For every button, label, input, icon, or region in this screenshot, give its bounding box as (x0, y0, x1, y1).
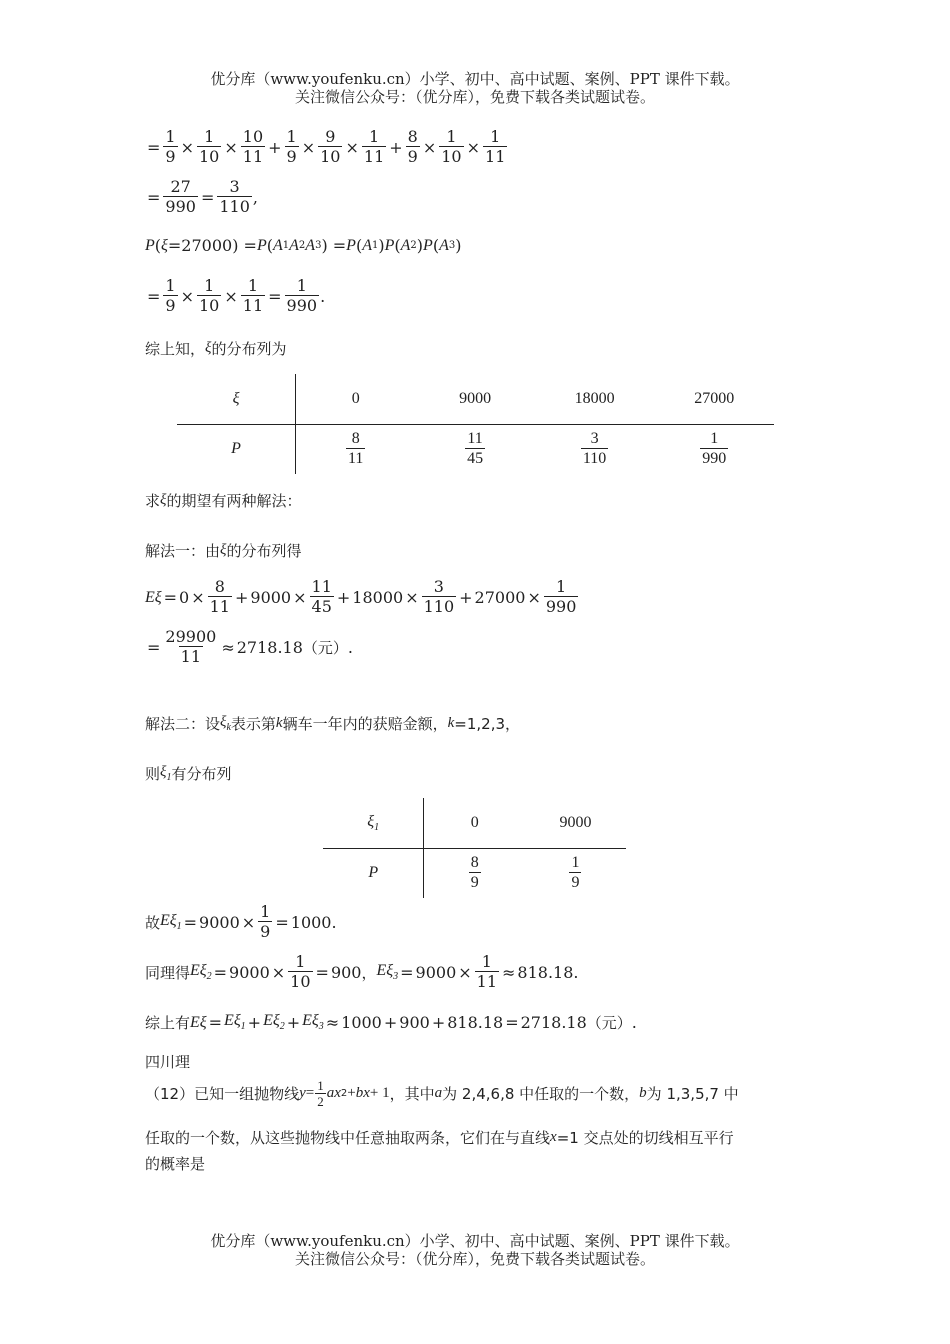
equation-line-1: = $\frac{1}{9}$ × $\frac{1}{10}$ × $\frac{10}{11}$ + $\frac{1}{9}$ × $\frac{9}{10}$ × $\frac{1}{11}$ + $\frac{8}{9}$ × $\frac{1}{10}$ × $\frac{1}{11}$ (147, 127, 506, 166)
table2-xi-header: $\xi_1$ (323, 798, 424, 848)
header-line-1: 优分库（www.youfenku.cn）小学、初中、高中试题、案例、PPT 课件下载。 (210, 70, 740, 88)
table1-p-header: P (177, 424, 296, 474)
table1-value: 18000 (574, 389, 615, 407)
distribution-table-1 (177, 374, 774, 474)
sichuan-label: 四川理 (145, 1053, 191, 1071)
method-one-equation-1: Eξ = 0 × $\frac{8}{11}$ + 9000 × $\frac{11}{45}$ + 18000 × $\frac{3}{110}$ + 27000 × $\frac{1}{990}$ (145, 577, 577, 616)
summary-line: 综上知， ξ 的分布列为 (145, 340, 287, 358)
table2-value: 9000 (559, 813, 592, 831)
footer-line-2: 关注微信公众号：（优分库），免费下载各类试题试卷。 (294, 1250, 655, 1268)
table1-value: 0 (351, 389, 360, 407)
table1-prob-num: 11 (467, 429, 483, 447)
table1-prob-num: 8 (351, 429, 360, 447)
table2-prob-num: 1 (571, 853, 580, 871)
question-12-line-2: 任取的一个数，从这些抛物线中任意抽取两条，它们在与直线 x =1 交点处的切线相互平行 (145, 1129, 734, 1147)
table1-prob-num: 1 (710, 429, 719, 447)
table1-xi-header: ξ (177, 374, 296, 424)
method-two-line: 解法二：设 $\xi_k$ 表示第 k 辆车一年内的获赔金额， k =1,2,3， (145, 714, 521, 733)
equation-line-4: = $\frac{1}{9}$ × $\frac{1}{10}$ × $\frac{1}{11}$ = $\frac{1}{990}$ . (147, 276, 326, 315)
then-line: 则 $\xi_1$ 有分布列 (145, 764, 232, 783)
tongli-equation: 同理得 $E\xi_2$ = 9000 × $\frac{1}{10}$ = 900 ， $E\xi_3$ = 9000 × $\frac{1}{11}$ ≈ 818.18 . (145, 952, 579, 991)
table2-prob-den: 9 (571, 873, 580, 891)
question-12-line-3: 的概率是 (145, 1155, 206, 1173)
table1-prob-den: 110 (582, 449, 607, 467)
header-line-2: 关注微信公众号：（优分库），免费下载各类试题试卷。 (294, 88, 655, 106)
method-one-equation-2: = $\frac{29900}{11}$ ≈ 2718.18 （元） . (147, 627, 353, 666)
equation-line-2: = $\frac{27}{990}$ = $\frac{3}{110}$ , (147, 177, 258, 216)
equation-line-3: P ( ξ =27000) = P ( A 1 A 2 A 3 ) = P ( A 1 ) P ( A 2 ) P ( A 3 ) (145, 236, 462, 255)
table1-prob-den: 11 (348, 449, 364, 467)
question-12-line-1: （12）已知一组抛物线 y = $\frac{1}{2}$ ax 2 + bx + 1 ，其中 a 为 2,4,6,8 中任取的一个数， b 为 1,3,5,7 中 (145, 1078, 739, 1109)
table1-value: 9000 (459, 389, 492, 407)
distribution-table-2 (323, 798, 626, 898)
zongshang-equation: 综上有 Eξ = $E\xi_1$ + $E\xi_2$ + $E\xi_3$ ≈ 1000 + 900 + 818.18 = 2718.18 （元） . (145, 1012, 637, 1033)
table2-p-header: P (323, 848, 424, 898)
table2-value: 0 (470, 813, 479, 831)
table1-prob-den: 990 (702, 449, 727, 467)
table1-prob-num: 3 (590, 429, 599, 447)
method-one-title: 解法一：由 ξ 的分布列得 (145, 542, 302, 560)
gu-equation: 故 $E\xi_1$ = 9000 × $\frac{1}{9}$ = 1000 . (145, 902, 337, 941)
footer-line-1: 优分库（www.youfenku.cn）小学、初中、高中试题、案例、PPT 课件下载。 (210, 1232, 740, 1250)
table2-prob-den: 9 (470, 873, 479, 891)
table2-prob-num: 8 (470, 853, 479, 871)
table1-value: 27000 (694, 389, 735, 407)
table1-prob-den: 45 (467, 449, 484, 467)
expectation-intro: 求 ξ 的期望有两种解法： (145, 492, 302, 510)
